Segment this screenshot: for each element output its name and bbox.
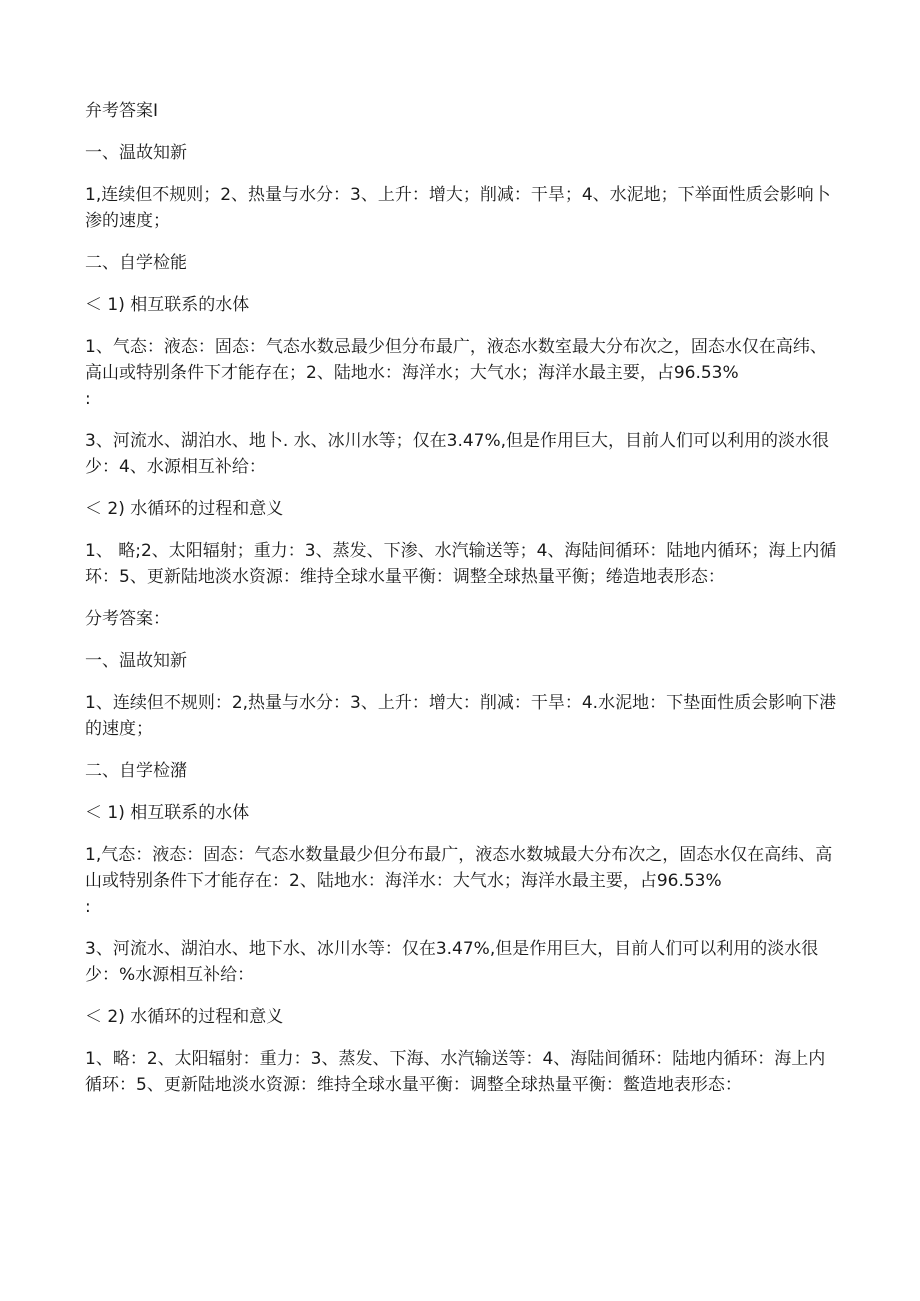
answer-title-1: 弁考答案I [85, 101, 159, 121]
heading-review-1: 一、温故知新 [85, 143, 187, 163]
answer-paragraph: 1、 略;2、太阳辐射；重力：3、蒸发、下渗、水汽输送等；4、海陆间循环：陆地内循环；海上内循环：5、更新陆地淡水资源：维持全球水量平衡：调整全球热量平衡；绻造地表形态： [85, 541, 837, 587]
answer-paragraph: 3、河流水、湖泊水、地下水、冰川水等：仅在3.47%,但是作用巨大，目前人们可以利用的淡水很少：%水源相互补给： [85, 939, 819, 985]
answer-paragraph: 1,连续但不规则；2、热量与水分：3、上升：增大；削减：干旱；4、水泥地；下举面性质会影响卜渗的速度； [85, 185, 831, 231]
heading-self-study-2: 二、自学检潴 [85, 761, 187, 781]
subheading-water-bodies-2: ＜ 1) 相互联系的水体 [85, 803, 250, 823]
heading-self-study-1: 二、自学检能 [85, 253, 187, 273]
answer-paragraph: 3、河流水、湖泊水、地卜. 水、冰川水等；仅在3.47%,但是作用巨大，目前人们可以利用的淡水很少：4、水源相互补给： [85, 431, 830, 477]
answer-paragraph: 1、气态：液态：固态：气态水数忌最少但分布最广，液态水数室最大分布次之，固态水仅在高纬、高山或特别条件下才能存在；2、陆地水：海洋水；大气水；海洋水最主要，占96.53% [85, 337, 827, 383]
answer-paragraph: 1、略：2、太阳辐射：重力：3、蒸发、下海、水汽输送等：4、海陆间循环：陆地内循环：海上内循环：5、更新陆地淡水资源：维持全球水量平衡：调整全球热量平衡：鳖造地表形态： [85, 1049, 826, 1095]
subheading-water-cycle-1: ＜ 2) 水循环的过程和意义 [85, 499, 284, 519]
answer-paragraph-tail: : [85, 389, 91, 409]
answer-title-2: 分考答案： [85, 609, 170, 629]
subheading-water-bodies-1: ＜ 1) 相互联系的水体 [85, 295, 250, 315]
answer-paragraph-tail: : [85, 897, 91, 917]
answer-paragraph: 1,气态：液态：固态：气态水数量最少但分布最广，液态水数城最大分布次之，固态水仅在高纬、高山或特别条件下才能存在：2、陆地水：海洋水：大气水；海洋水最主要，占96.53% [85, 845, 833, 891]
document-page [85, 98, 837, 1098]
heading-review-2: 一、温故知新 [85, 651, 187, 671]
subheading-water-cycle-2: ＜ 2) 水循环的过程和意义 [85, 1007, 284, 1027]
answer-paragraph: 1、连续但不规则：2,热量与水分：3、上升：增大：削减：干旱：4.水泥地：下垫面性质会影响下港的速度； [85, 693, 837, 739]
